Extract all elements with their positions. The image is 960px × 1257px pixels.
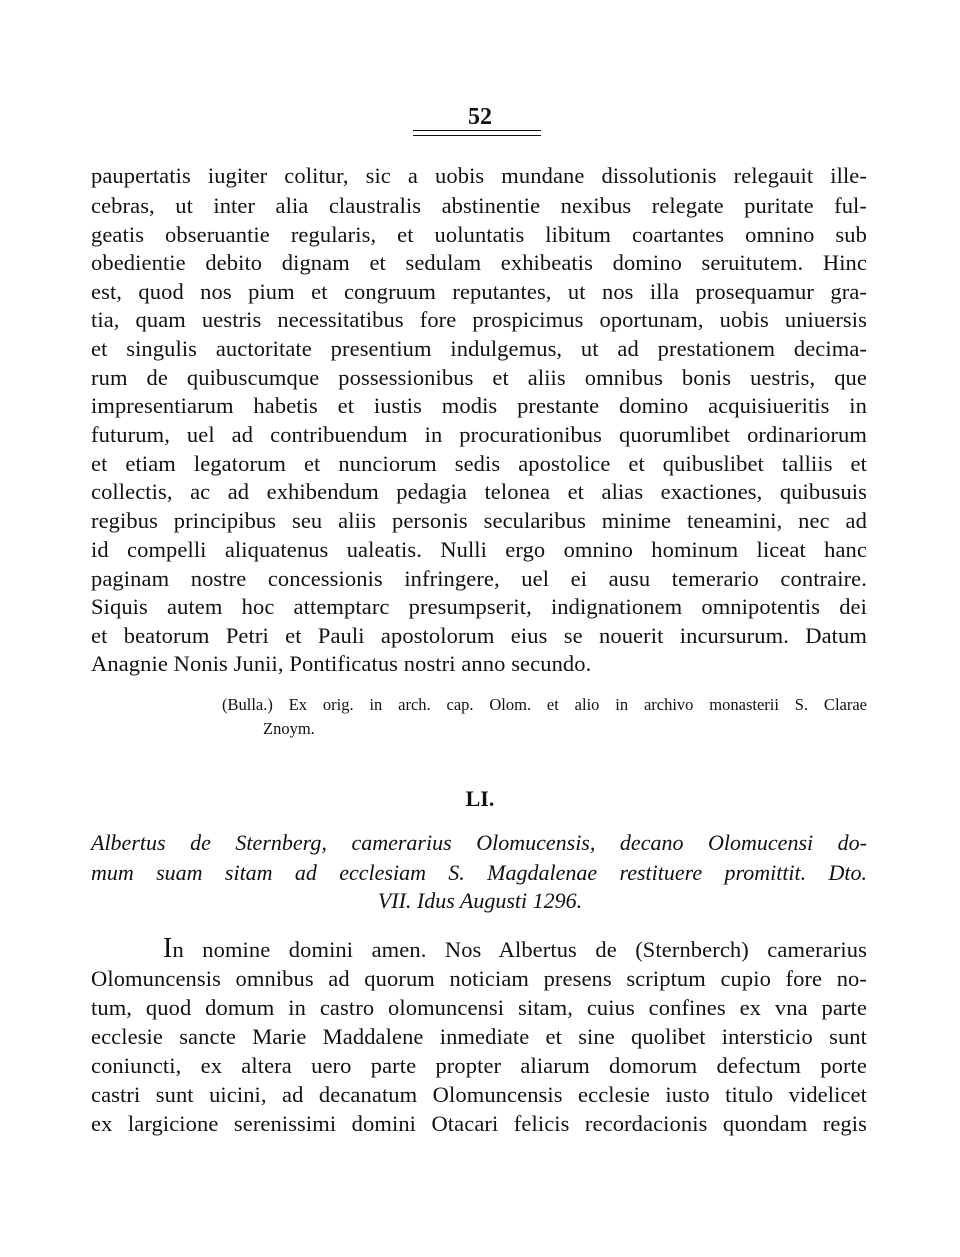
text-line: ecclesie sancte Marie Maddalene inmediate et sine quolibet intersticio sunt: [91, 1024, 867, 1049]
text-line: regibus principibus seu aliis personis secularibus minime teneamini, nec ad: [91, 508, 867, 533]
header-rule: [413, 130, 541, 131]
text-line: coniuncti, ex altera uero parte propter aliarum domorum defectum porte: [91, 1053, 867, 1078]
section-heading: LI.: [465, 786, 495, 811]
text-line: paupertatis iugiter colitur, sic a uobis mundane dissolutionis relegauit ille-: [91, 163, 867, 188]
summary-line: mum suam sitam ad ecclesiam S. Magdalenae restituere promittit. Dto.: [91, 860, 867, 885]
drop-capital: I: [163, 933, 173, 964]
text-line: et singulis auctoritate presentium indulgemus, ut ad prestationem decima-: [91, 336, 867, 361]
text-line: cebras, ut inter alia claustralis abstinentie nexibus relegate puritate ful-: [91, 193, 867, 218]
summary-line: Albertus de Sternberg, camerarius Olomucensis, decano Olomucensi do-: [91, 830, 867, 855]
text-line: ex largicione serenissimi domini Otacari felicis recordacionis quondam regis: [91, 1111, 867, 1136]
text-line: futurum, uel ad contribuendum in procurationibus quorumlibet ordinariorum: [91, 422, 867, 447]
header-rule-thin: [413, 135, 541, 136]
text-line: est, quod nos pium et congruum reputantes, ut nos illa prosequamur gra-: [91, 279, 867, 304]
text-line-rest: n nomine domini amen. Nos Albertus de (Sternberch) camerarius: [172, 937, 867, 962]
text-line: tia, quam uestris necessitatibus fore prospicimus oportunam, uobis uniuersis: [91, 307, 867, 332]
source-note-line: (Bulla.) Ex orig. in arch. cap. Olom. et alio in archivo monasterii S. Clarae: [222, 695, 867, 714]
summary-line: VII. Idus Augusti 1296.: [377, 888, 583, 913]
text-line: castri sunt uicini, ad decanatum Olomuncensis ecclesie iusto titulo videlicet: [91, 1082, 867, 1107]
text-line: id compelli aliquatenus ualeatis. Nulli ergo omnino hominum liceat hanc: [91, 537, 867, 562]
text-line: paginam nostre concessionis infringere, uel ei ausu temerario contraire.: [91, 566, 867, 591]
text-line: collectis, ac ad exhibendum pedagia telonea et alias exactiones, quibusuis: [91, 479, 867, 504]
text-line: et etiam legatorum et nunciorum sedis apostolice et quibuslibet talliis et: [91, 451, 867, 476]
text-line: Siquis autem hoc attemptarc presumpserit, indignationem omnipotentis dei: [91, 594, 867, 619]
text-line: Olomuncensis omnibus ad quorum noticiam presens scriptum cupio fore no-: [91, 966, 867, 991]
text-line: obedientie debito dignam et sedulam exhibeatis domino seruitutem. Hinc: [91, 250, 867, 275]
text-line: Anagnie Nonis Junii, Pontificatus nostri anno secundo.: [91, 651, 592, 676]
page-number: 52: [468, 104, 492, 130]
text-line: geatis obseruantie regularis, et uoluntatis libitum coartantes omnino sub: [91, 222, 867, 247]
text-line-first: [163, 934, 867, 964]
text-line: tum, quod domum in castro olomuncensi sitam, cuius confines ex vna parte: [91, 995, 867, 1020]
text-line: et beatorum Petri et Pauli apostolorum eius se nouerit incursurum. Datum: [91, 623, 867, 648]
text-line: rum de quibuscumque possessionibus et aliis omnibus bonis uestris, que: [91, 365, 867, 390]
text-line: impresentiarum habetis et iustis modis prestante domino acquisiueritis in: [91, 393, 867, 418]
source-note-line: Znoym.: [263, 719, 315, 738]
